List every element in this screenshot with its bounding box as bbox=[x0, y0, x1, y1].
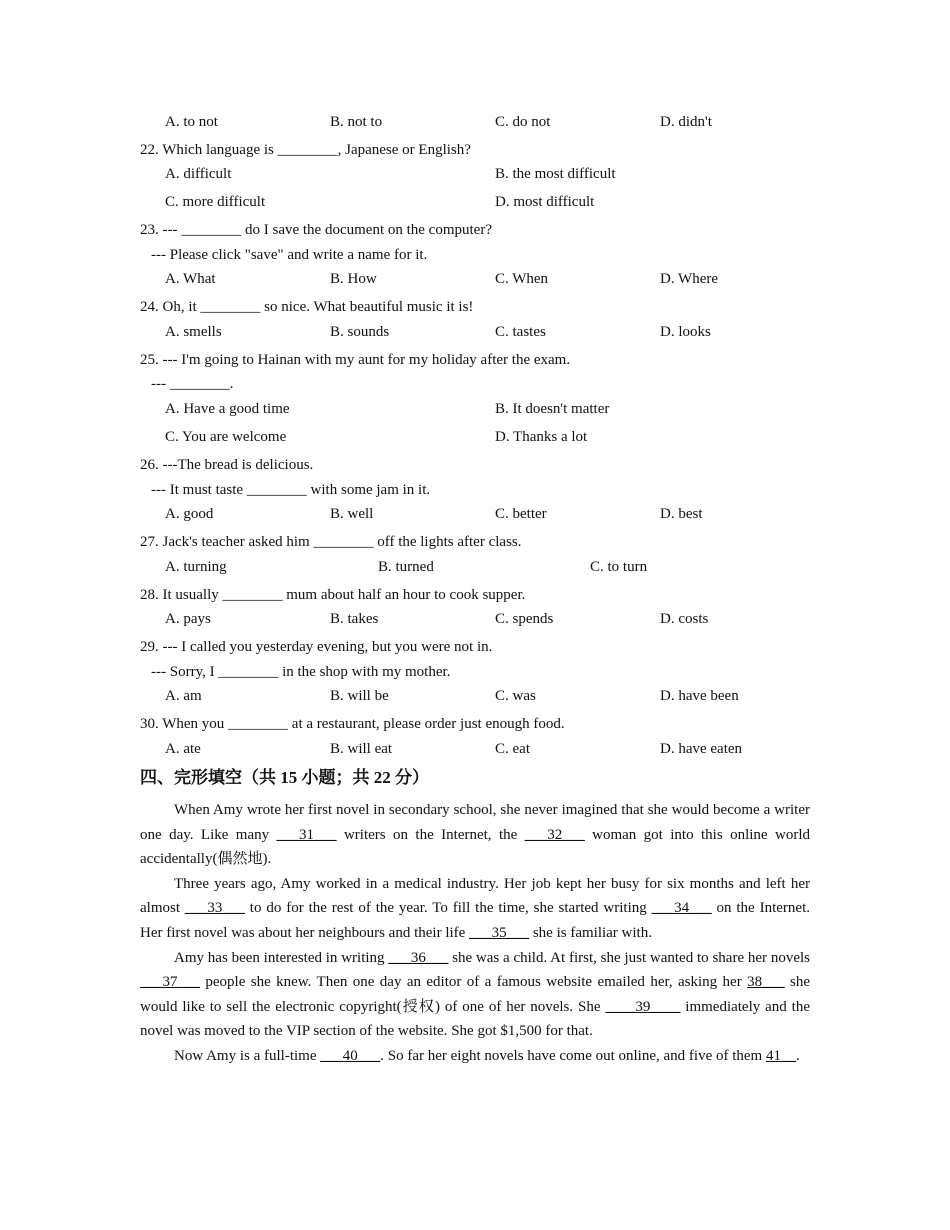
blank-37: ___37___ bbox=[140, 974, 200, 991]
q23-option-b: B. How bbox=[330, 271, 377, 287]
q29-option-b: B. will be bbox=[330, 688, 389, 704]
q26-stem: 26. ---The bread is delicious. bbox=[140, 457, 314, 473]
blank-33: ___33___ bbox=[184, 900, 245, 917]
blank-38: 38___ bbox=[747, 974, 785, 991]
q22-option-d: D. most difficult bbox=[495, 194, 595, 210]
q21-option-b: B. not to bbox=[330, 114, 383, 130]
passage-paragraph-2: Three years ago, Amy worked in a medical industry. Her job kept her busy for six months and left her almost ___33___ to do for the rest of the year. To fill the time, she started writing ___34___ on the Internet. Her first novel was about her neighbours and their life ___35___ she is familiar with. bbox=[140, 875, 810, 941]
blank-35: ___35___ bbox=[469, 924, 530, 941]
q28-option-d: D. costs bbox=[660, 611, 709, 627]
q28-option-b: B. takes bbox=[330, 611, 379, 627]
q30-option-c: C. eat bbox=[495, 741, 530, 757]
q22-option-b: B. the most difficult bbox=[495, 166, 616, 182]
cloze-passage bbox=[140, 798, 810, 1069]
q27-stem: 27. Jack's teacher asked him ________ off the lights after class. bbox=[140, 534, 522, 550]
q28-stem: 28. It usually ________ mum about half an hour to cook supper. bbox=[140, 587, 526, 603]
q29-option-d: D. have been bbox=[660, 688, 739, 704]
q24-option-a: A. smells bbox=[165, 324, 222, 340]
q27-option-c: C. to turn bbox=[590, 559, 648, 575]
q30-stem: 30. When you ________ at a restaurant, please order just enough food. bbox=[140, 716, 565, 732]
q21-option-d: D. didn't bbox=[660, 114, 712, 130]
q23-option-d: D. Where bbox=[660, 271, 719, 287]
q26-option-a: A. good bbox=[165, 506, 214, 522]
q22-stem: 22. Which language is ________, Japanese or English? bbox=[140, 142, 471, 158]
q23-option-a: A. What bbox=[165, 271, 216, 287]
q23-stem: 23. --- ________ do I save the document on the computer? bbox=[140, 222, 492, 238]
q22-option-c: C. more difficult bbox=[165, 194, 266, 210]
q29-stem: 29. --- I called you yesterday evening, but you were not in. bbox=[140, 639, 493, 655]
q22-option-a: A. difficult bbox=[165, 166, 232, 182]
q26-option-c: C. better bbox=[495, 506, 547, 522]
q29-option-c: C. was bbox=[495, 688, 536, 704]
q25-stem-line2: --- ________. bbox=[151, 376, 234, 392]
passage-paragraph-3: Amy has been interested in writing ___36___ she was a child. At first, she just wanted to share her novels ___37___ people she knew. Then one day an editor of a famous website emailed her, asking her 38___ she would like to sell the electronic copyright(授权) of one of her novels. She ____39____ immediately and the novel was moved to the VIP section of the website. She got $1,500 for that. bbox=[140, 949, 810, 1040]
passage-paragraph-4: Now Amy is a full-time ___40___. So far her eight novels have come out online, and five of them 41__. bbox=[174, 1047, 800, 1064]
passage-paragraph-1: When Amy wrote her first novel in secondary school, she never imagined that she would become a writer one day. Like many ___31___ writers on the Internet, the ___32___ woman got into this online world accidentally(偶然地). bbox=[140, 802, 810, 868]
q30-option-a: A. ate bbox=[165, 741, 201, 757]
q24-option-c: C. tastes bbox=[495, 324, 546, 340]
q29-stem-line2: --- Sorry, I ________ in the shop with my mother. bbox=[151, 664, 451, 680]
blank-40: ___40___ bbox=[320, 1047, 381, 1064]
q28-option-a: A. pays bbox=[165, 611, 211, 627]
q24-option-d: D. looks bbox=[660, 324, 711, 340]
q27-option-b: B. turned bbox=[378, 559, 434, 575]
section-title: 四、完形填空（共 15 小题；共 22 分） bbox=[140, 768, 429, 787]
q25-option-a: A. Have a good time bbox=[165, 401, 290, 417]
q21-option-a: A. to not bbox=[165, 114, 218, 130]
q24-stem: 24. Oh, it ________ so nice. What beautiful music it is! bbox=[140, 299, 474, 315]
blank-41: 41__ bbox=[765, 1047, 796, 1064]
blank-36: ___36___ bbox=[388, 949, 449, 966]
blank-32: ___32___ bbox=[524, 826, 585, 843]
q23-option-c: C. When bbox=[495, 271, 549, 287]
q25-stem: 25. --- I'm going to Hainan with my aunt for my holiday after the exam. bbox=[140, 352, 571, 368]
blank-34: ___34___ bbox=[651, 900, 712, 917]
q24-option-b: B. sounds bbox=[330, 324, 390, 340]
q25-option-d: D. Thanks a lot bbox=[495, 429, 588, 445]
q25-option-c: C. You are welcome bbox=[165, 429, 287, 445]
q30-option-d: D. have eaten bbox=[660, 741, 743, 757]
blank-31: ___31___ bbox=[276, 826, 337, 843]
q25-option-b: B. It doesn't matter bbox=[495, 401, 610, 417]
q30-option-b: B. will eat bbox=[330, 741, 393, 757]
q29-option-a: A. am bbox=[165, 688, 202, 704]
q28-option-c: C. spends bbox=[495, 611, 554, 627]
blank-39: ____39____ bbox=[605, 998, 681, 1015]
q26-option-d: D. best bbox=[660, 506, 703, 522]
q26-option-b: B. well bbox=[330, 506, 374, 522]
q23-stem-line2: --- Please click "save" and write a name for it. bbox=[151, 247, 428, 263]
q21-option-c: C. do not bbox=[495, 114, 551, 130]
q26-stem-line2: --- It must taste ________ with some jam in it. bbox=[151, 482, 431, 498]
q27-option-a: A. turning bbox=[165, 559, 227, 575]
